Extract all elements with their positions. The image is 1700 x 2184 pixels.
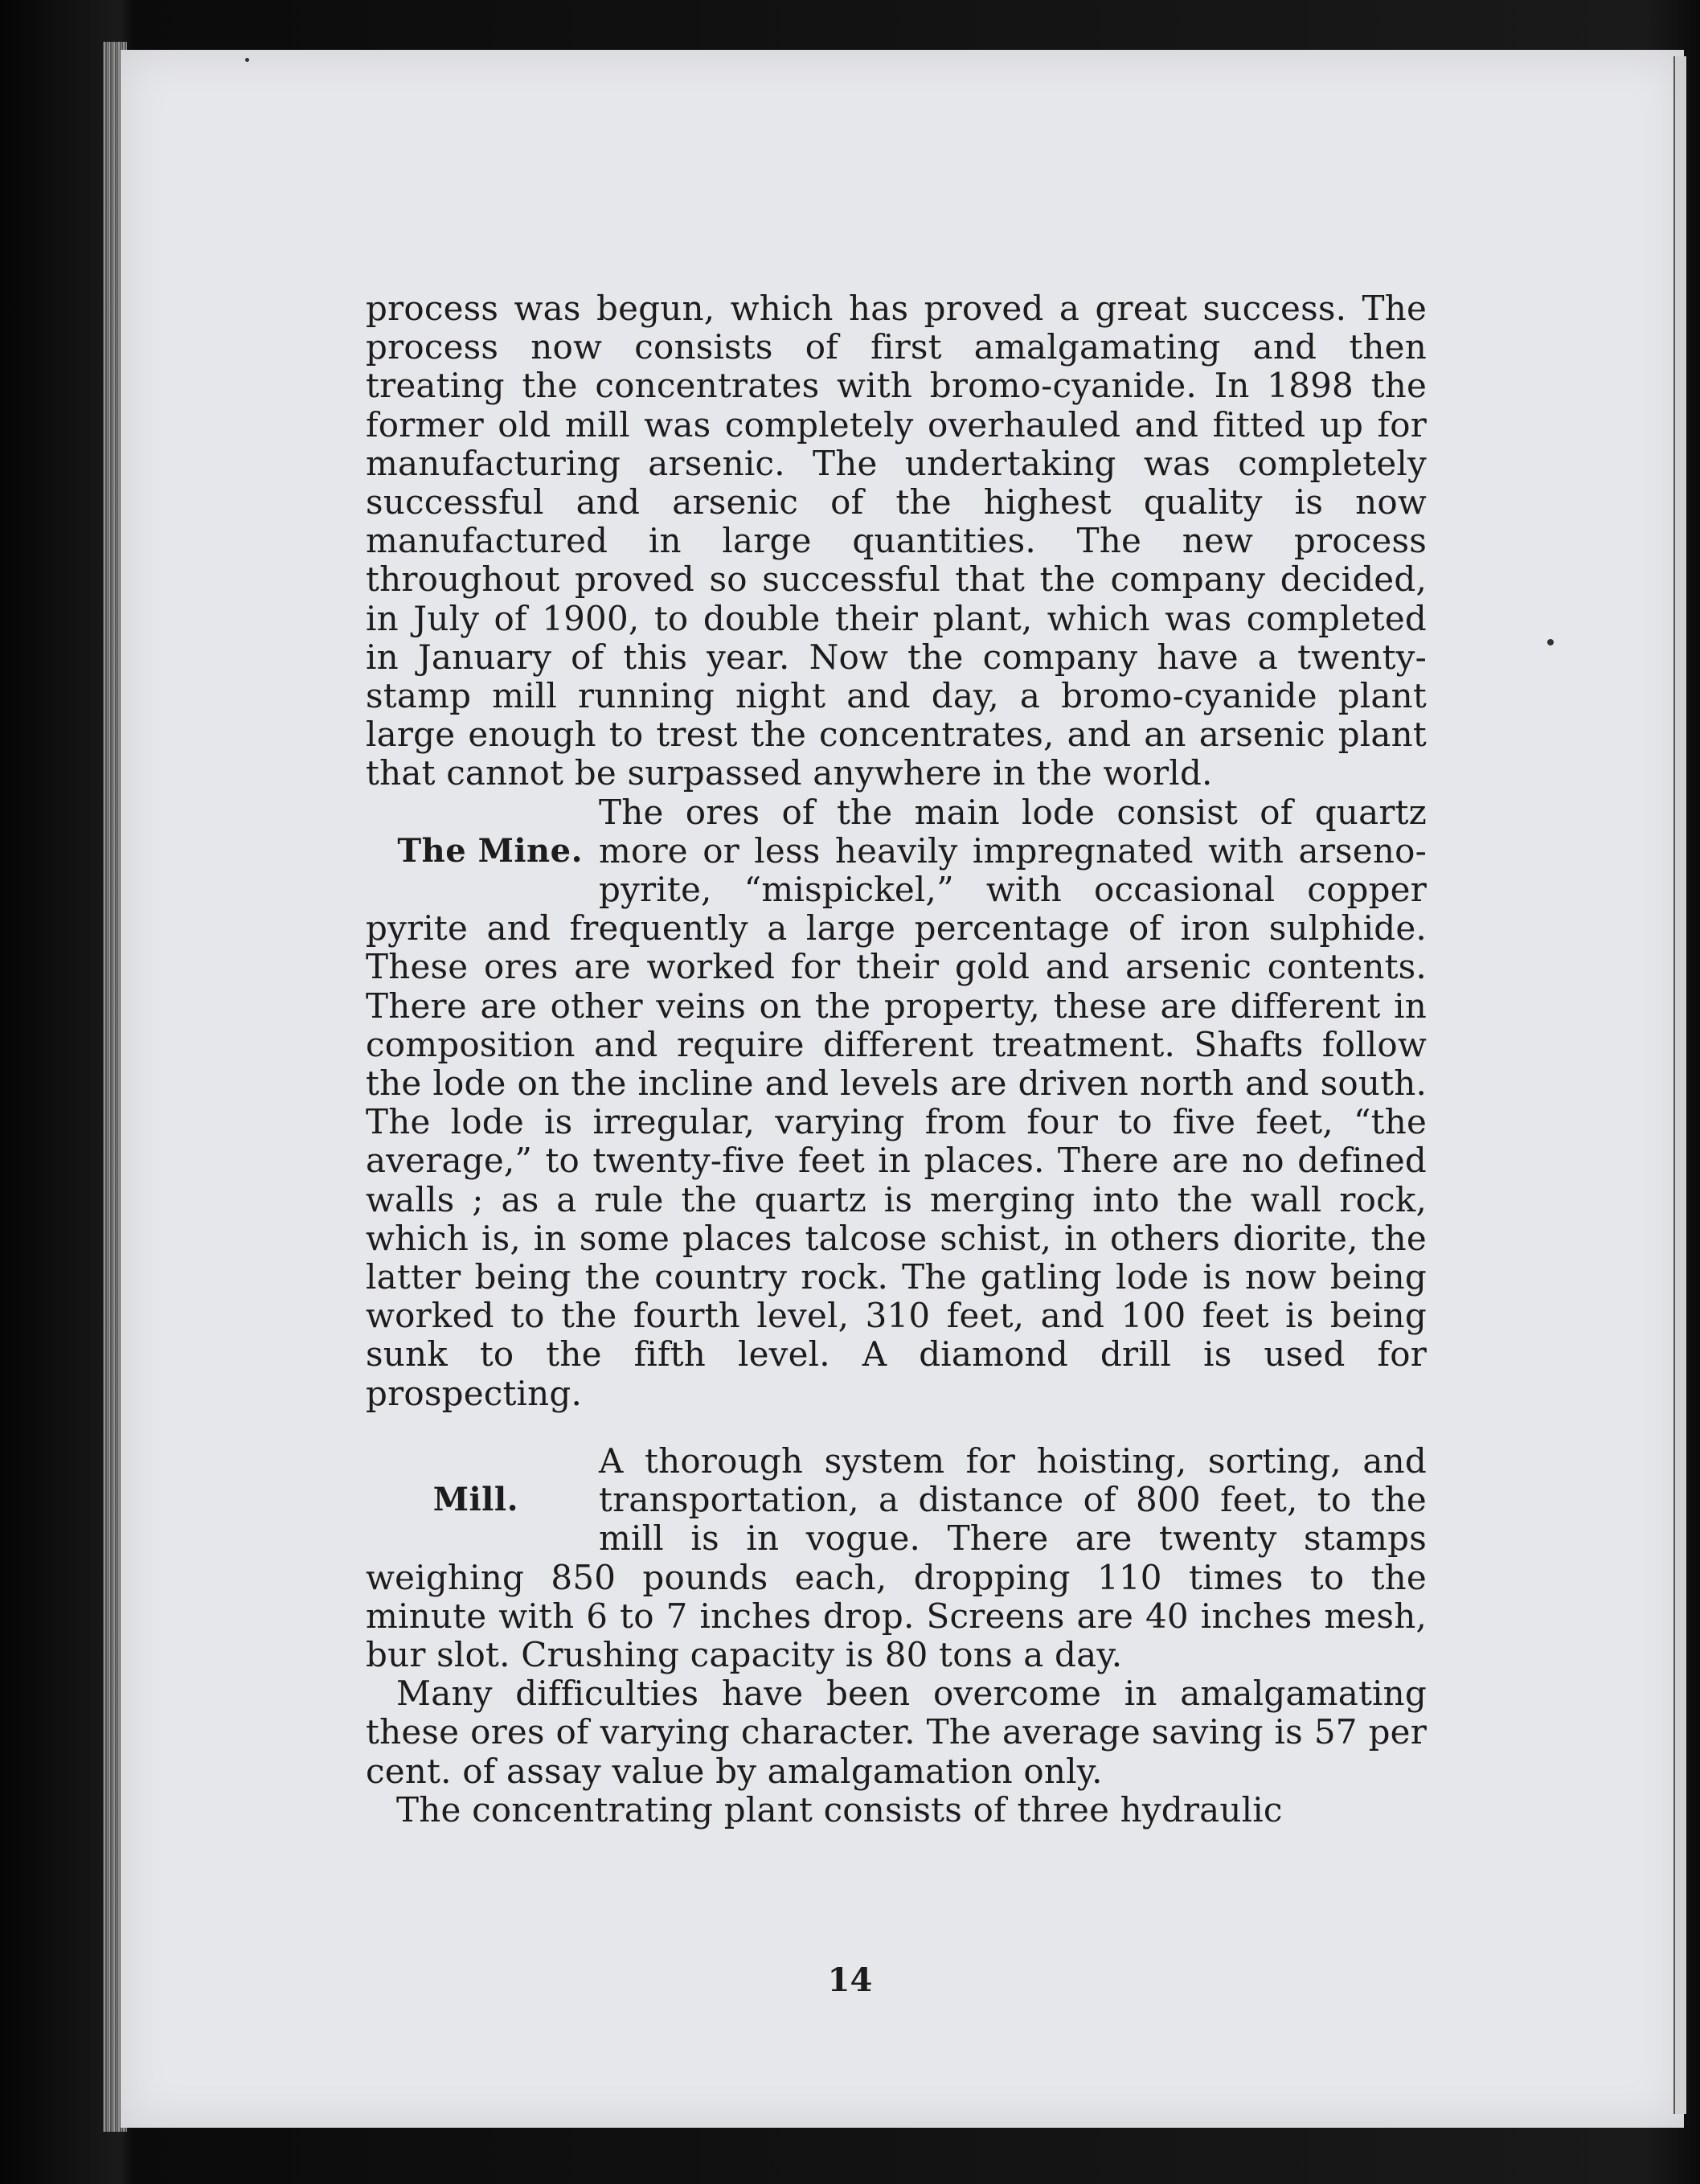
paragraph-amalgamating: Many difficulties have been overcome in amalgamating these ores of varying character. The average saving is 57 per cent. of assay value by amalgamation only.	[366, 1674, 1427, 1791]
mine-heading: The Mine.	[397, 831, 583, 870]
paragraph-mill: A thorough system for hoisting, sorting, and transportation, a distance of 800 feet, to the mill is in vogue. There are twenty stamps weighing 850 pounds each, dropping 110 times to the minute with 6 to 7 inches drop. Screens are 40 inches mesh, bur slot. Crushing capacity is 80 tons a day.	[366, 1440, 1427, 1674]
section-mill	[366, 1442, 1427, 1674]
mine-heading-column	[366, 793, 599, 909]
page-number: 14	[827, 1961, 873, 1999]
speck	[1547, 639, 1554, 645]
mill-heading-column	[366, 1442, 599, 1558]
section-gap	[366, 1413, 1427, 1442]
mill-heading: Mill.	[432, 1480, 518, 1518]
page-edge-right	[1673, 56, 1686, 2114]
speck	[245, 58, 249, 62]
paragraph-intro: process was begun, which has proved a great success. The process now consists of first amalgamating and then treating the concentrates with bromo-cyanide. In 1898 the former old mill was completely overhauled and fitted up for manufacturing arsenic. The undertaking was completely successful and arsenic of the highest quality is now manufactured in large quantities. The new process throughout proved so successful that the company decided, in July of 1900, to double their plant, which was completed in January of this year. Now the company have a twenty-stamp mill running night and day, a bromo-cyanide plant large enough to trest the concentrates, and an arsenic plant that cannot be surpassed anywhere in the world.	[366, 289, 1427, 793]
paragraph-concentrating: The concentrating plant consists of three hydraulic	[396, 1789, 1283, 1830]
section-mine	[366, 793, 1427, 1413]
body-text	[366, 289, 1427, 1830]
paragraph-mine: The ores of the main lode consist of quartz more or less heavily impregnated with arseno-pyrite, “mispickel,” with occasional copper pyrite and frequently a large percentage of iron sulphide. These ores are worked for their gold and arsenic contents. There are other veins on the property, these are different in composition and require different treatment. Shafts follow the lode on the incline and levels are driven north and south. The lode is irregular, varying from four to five feet, “the average,” to twenty-five feet in places. There are no defined walls ; as a rule the quartz is merging into the wall rock, which is, in some places talcose schist, in others diorite, the latter being the country rock. The gatling lode is now being worked to the fourth level, 310 feet, and 100 feet is being sunk to the fifth level. A diamond drill is used for prospecting.	[366, 792, 1427, 1413]
